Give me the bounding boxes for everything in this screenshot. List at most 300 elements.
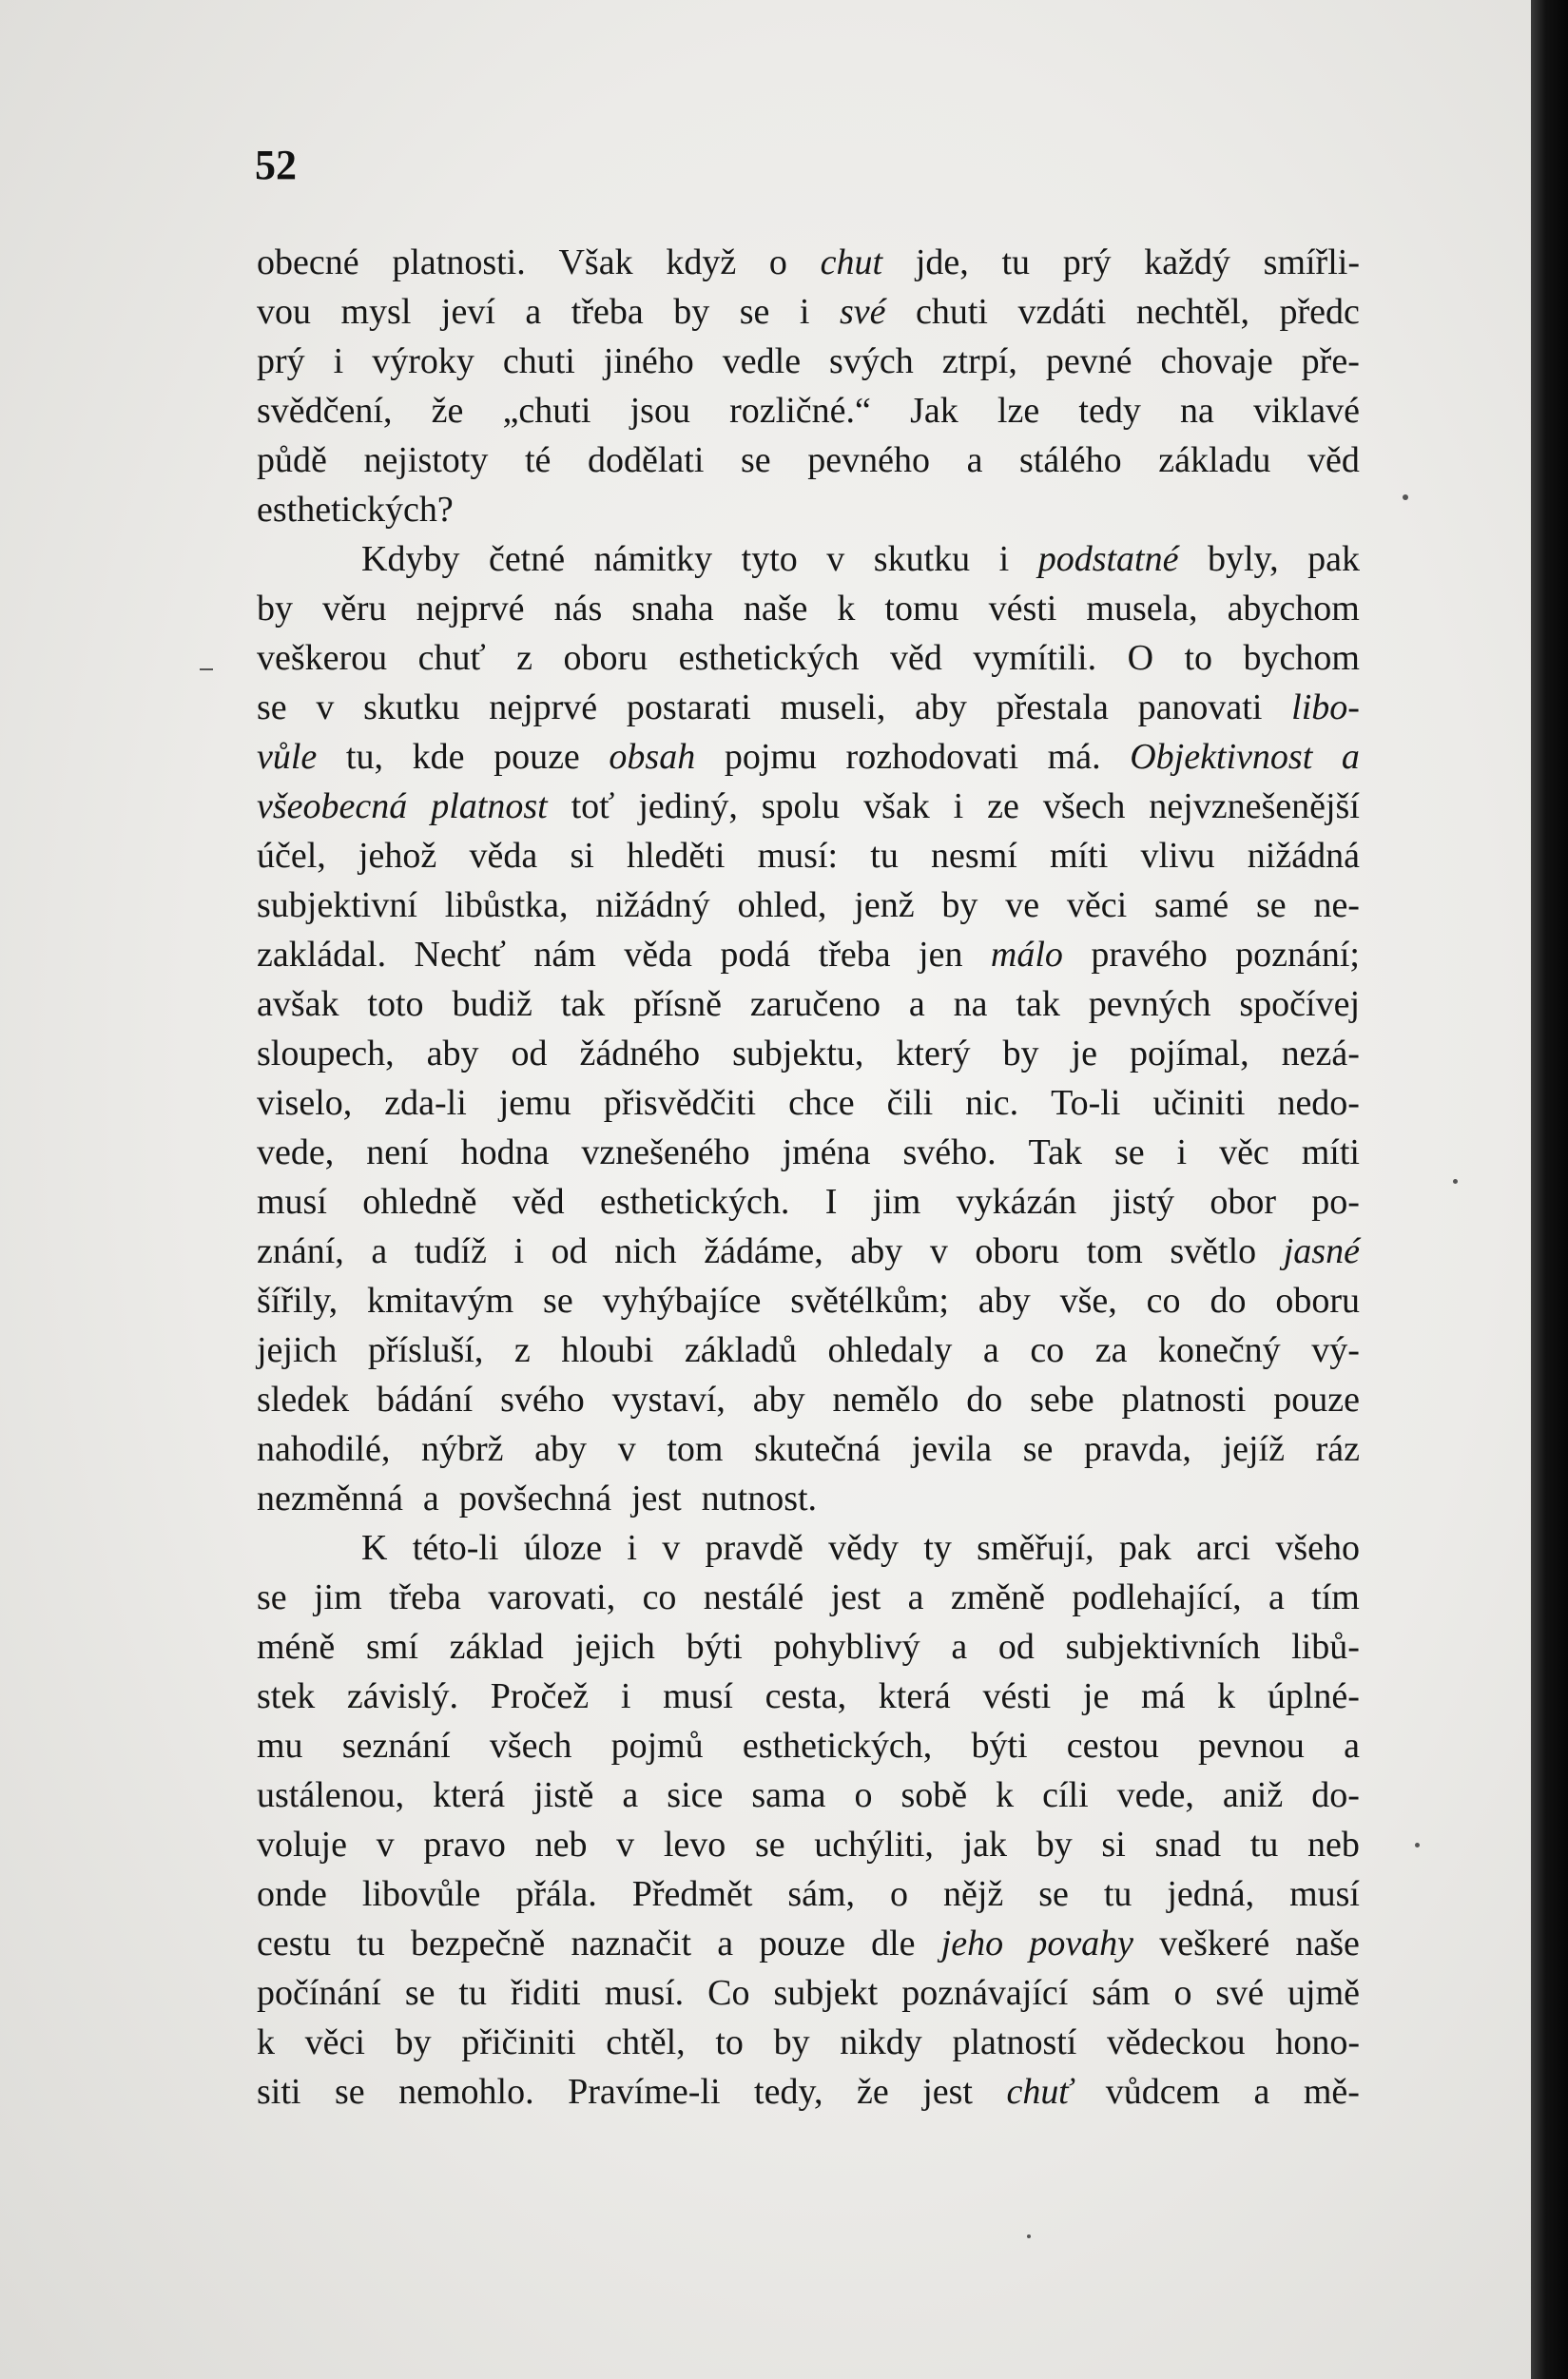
text-line	[257, 1770, 1360, 1820]
text-line	[257, 979, 1360, 1029]
word: lze	[997, 391, 1040, 431]
word: zda-li	[384, 1083, 467, 1123]
word: pohyblivý	[773, 1627, 920, 1667]
word: spočívej	[1239, 984, 1360, 1024]
word: šířily,	[257, 1281, 339, 1321]
word: se	[1022, 1429, 1054, 1469]
word: sám,	[787, 1874, 856, 1914]
word: základu	[1158, 440, 1271, 480]
word: tak	[1016, 984, 1060, 1024]
text-line	[257, 337, 1360, 386]
word: tedy,	[754, 2072, 823, 2112]
word: třeba	[571, 292, 644, 332]
word: tu	[1001, 242, 1031, 282]
word: jest	[922, 2072, 973, 2112]
word: jim	[872, 1182, 921, 1222]
word: tu,	[345, 737, 383, 777]
word: i	[1176, 1132, 1188, 1172]
word: tudíž	[414, 1231, 487, 1271]
word: rozhodovati	[845, 737, 1019, 777]
word: jediný,	[638, 786, 738, 826]
word: sama	[751, 1775, 826, 1815]
word: bádání	[376, 1380, 474, 1420]
word: k	[837, 589, 856, 629]
word: snad	[1154, 1825, 1222, 1865]
word: žádného	[579, 1034, 701, 1073]
word: do	[966, 1380, 1003, 1420]
word: abychom	[1227, 589, 1360, 629]
word: platností	[952, 2022, 1077, 2062]
word: a	[1253, 2072, 1270, 2112]
word: každý	[1144, 242, 1230, 282]
text-line	[257, 1721, 1360, 1770]
word: své	[1215, 1973, 1265, 2013]
word: vše,	[1059, 1281, 1117, 1321]
word: jejich	[257, 1330, 338, 1370]
word: věda	[469, 836, 538, 876]
word: To-li	[1051, 1083, 1121, 1123]
text-line	[257, 1128, 1360, 1177]
word: z	[513, 1330, 531, 1370]
word: a	[907, 1577, 924, 1617]
word: aby	[915, 687, 967, 727]
word: o	[1173, 1973, 1192, 2013]
word: nejistoty	[363, 440, 489, 480]
word: tu	[870, 836, 899, 876]
word: subjektu,	[732, 1034, 864, 1073]
word: jedná,	[1167, 1874, 1255, 1914]
word: panovati	[1137, 687, 1263, 727]
word: nich	[614, 1231, 677, 1271]
word: ohled,	[737, 885, 827, 925]
word: která	[433, 1775, 506, 1815]
word: aniž	[1222, 1775, 1284, 1815]
word: i	[953, 786, 964, 826]
word: jeví	[440, 292, 495, 332]
word: zaručeno	[749, 984, 881, 1024]
word: vý-	[1311, 1330, 1360, 1370]
word: stálého	[1019, 440, 1122, 480]
text-line	[257, 880, 1360, 930]
word: poznávající	[901, 1973, 1069, 2013]
word: se	[257, 1577, 287, 1617]
word: věci	[1066, 885, 1128, 925]
word: O	[1127, 638, 1154, 678]
word: se	[1255, 885, 1287, 925]
word: ráz	[1315, 1429, 1360, 1469]
word: v	[662, 1528, 681, 1568]
text-line	[257, 435, 1360, 485]
word: méně	[257, 1627, 336, 1667]
word: ztrpí,	[941, 341, 1017, 381]
text-line	[257, 386, 1360, 435]
word: nižádný	[595, 885, 710, 925]
text-line	[257, 1968, 1360, 2018]
text-line	[257, 534, 1360, 584]
word: od	[511, 1034, 548, 1073]
word: avšak	[257, 984, 339, 1024]
word: tu	[458, 1973, 487, 2013]
word: nestálé	[703, 1577, 804, 1617]
word: na	[953, 984, 988, 1024]
word: esthetických?	[257, 490, 454, 530]
word: v	[616, 1825, 635, 1865]
word: od	[551, 1231, 588, 1271]
text-line	[257, 2018, 1360, 2067]
word: „chuti	[502, 391, 591, 431]
word: o	[768, 242, 787, 282]
italic-word: podstatné	[1037, 539, 1179, 579]
word: k	[996, 1775, 1015, 1815]
text-line	[257, 1078, 1360, 1128]
word: kde	[412, 737, 465, 777]
word: tak	[560, 984, 606, 1024]
word: jevila	[911, 1429, 993, 1469]
italic-word: chut	[820, 242, 883, 282]
word: jiného	[603, 341, 694, 381]
word: si	[570, 836, 594, 876]
word: vykázán	[956, 1182, 1077, 1222]
word: nahodilé,	[257, 1429, 391, 1469]
word: žádáme,	[704, 1231, 823, 1271]
word: aby	[534, 1429, 588, 1469]
word: vésti	[982, 1676, 1052, 1716]
word: se	[739, 292, 770, 332]
word: jemu	[498, 1083, 571, 1123]
word: a	[422, 1479, 439, 1518]
word: zakládal.	[257, 935, 387, 975]
word: aby	[752, 1380, 805, 1420]
word: této-li	[412, 1528, 499, 1568]
page-number: 52	[255, 142, 297, 188]
word: úloze	[523, 1528, 603, 1568]
text-line	[257, 1227, 1360, 1276]
word: jde,	[915, 242, 969, 282]
word: samé	[1154, 885, 1229, 925]
word: býti	[686, 1627, 743, 1667]
italic-word: libo-	[1291, 687, 1360, 727]
word: věc	[1219, 1132, 1269, 1172]
text-line	[257, 1573, 1360, 1622]
ink-speck	[1403, 494, 1408, 500]
word: musí	[257, 1182, 327, 1222]
word: tom	[1086, 1231, 1143, 1271]
text-line	[257, 1424, 1360, 1474]
word: ujmě	[1287, 1973, 1360, 2013]
word: nejvznešenější	[1149, 786, 1360, 826]
text-line	[257, 1523, 1360, 1573]
text-line	[257, 1869, 1360, 1919]
word: varovati,	[488, 1577, 616, 1617]
word: přála.	[515, 1874, 597, 1914]
word: sám	[1092, 1973, 1151, 2013]
word: hono-	[1275, 2022, 1360, 2062]
word: pevného	[807, 440, 930, 480]
word: že	[431, 391, 464, 431]
word: esthetických,	[742, 1726, 933, 1766]
word: se	[1038, 1874, 1069, 1914]
word: hodna	[460, 1132, 550, 1172]
word: obor	[1210, 1182, 1276, 1222]
word: by	[941, 885, 978, 925]
word: I	[824, 1182, 838, 1222]
word: vede,	[1116, 1775, 1194, 1815]
word: nižádná	[1247, 836, 1360, 876]
text-line	[257, 1029, 1360, 1078]
word: si	[1101, 1825, 1126, 1865]
word: nejprvé	[489, 687, 598, 727]
word: ohledně	[362, 1182, 477, 1222]
word: i	[998, 539, 1010, 579]
word: vede,	[257, 1132, 335, 1172]
word: účel,	[257, 836, 326, 876]
word: jistý	[1112, 1182, 1175, 1222]
word: levo	[663, 1825, 726, 1865]
word: je	[1082, 1676, 1110, 1716]
word: v	[826, 539, 845, 579]
text-line	[257, 1325, 1360, 1375]
word: vědy	[828, 1528, 900, 1568]
italic-word: platnost	[431, 786, 548, 826]
word: čili	[886, 1083, 934, 1123]
word: se	[754, 1825, 785, 1865]
word: to	[715, 2022, 744, 2062]
word: nikdy	[840, 2022, 922, 2062]
word: prý	[257, 341, 305, 381]
word: nic.	[965, 1083, 1019, 1123]
word: chuť	[417, 638, 486, 678]
italic-word: všeobecná	[257, 786, 408, 826]
word: jejíž	[1222, 1429, 1285, 1469]
text-line	[257, 1177, 1360, 1227]
word: má	[1141, 1676, 1186, 1716]
word: a	[951, 1627, 968, 1667]
word: i	[627, 1528, 637, 1568]
italic-word: vůle	[257, 737, 318, 777]
word: i	[513, 1231, 524, 1271]
word: všech	[489, 1726, 572, 1766]
word: přísluší,	[367, 1330, 484, 1370]
word: v	[617, 1429, 636, 1469]
word: věda	[624, 935, 692, 975]
word: a	[1344, 1726, 1360, 1766]
word: ustálenou,	[257, 1775, 405, 1815]
word: a	[525, 292, 542, 332]
word: naše	[1295, 1924, 1360, 1963]
word: základů	[684, 1330, 798, 1370]
word: pře-	[1301, 341, 1360, 381]
word: hloubi	[561, 1330, 654, 1370]
word: mě-	[1303, 2072, 1360, 2112]
word: siti	[257, 2072, 301, 2112]
word: by	[673, 292, 710, 332]
word: veškeré	[1159, 1924, 1270, 1963]
word: se	[740, 440, 771, 480]
word: a	[966, 440, 983, 480]
word: pojmu	[724, 737, 817, 777]
word: jest	[630, 1479, 682, 1518]
word: který	[896, 1034, 971, 1073]
word: tu	[1103, 1874, 1132, 1914]
word: jistě	[533, 1775, 594, 1815]
italic-word: málo	[990, 935, 1063, 975]
word: směřují,	[977, 1528, 1094, 1568]
word: skutku	[363, 687, 460, 727]
word: viselo,	[257, 1083, 353, 1123]
word: aby	[850, 1231, 903, 1271]
word: Nechť	[414, 935, 506, 975]
word: toto	[367, 984, 424, 1024]
text-line	[257, 1672, 1360, 1721]
word: pak	[1118, 1528, 1171, 1568]
word: svého.	[902, 1132, 997, 1172]
word: věd	[1307, 440, 1360, 480]
word: tedy	[1078, 391, 1141, 431]
word: pevné	[1045, 341, 1132, 381]
word: jim	[313, 1577, 362, 1617]
word: seznání	[341, 1726, 451, 1766]
word: poznání;	[1235, 935, 1360, 975]
word: věci	[304, 2022, 365, 2062]
word: platnosti	[1121, 1380, 1247, 1420]
word: v	[929, 1231, 948, 1271]
word: co	[1146, 1281, 1181, 1321]
word: neb	[534, 1825, 588, 1865]
word: jenž	[854, 885, 915, 925]
word: k	[1217, 1676, 1236, 1716]
italic-word: jasné	[1283, 1231, 1360, 1271]
word: nýbrž	[421, 1429, 504, 1469]
word: musí:	[757, 836, 839, 876]
word: bezpečně	[410, 1924, 546, 1963]
word: podá	[720, 935, 791, 975]
word: nezá-	[1281, 1034, 1360, 1073]
word: do	[1210, 1281, 1247, 1321]
word: konečný	[1157, 1330, 1281, 1370]
word: musí.	[604, 1973, 685, 2013]
word: se	[257, 687, 287, 727]
word: by	[257, 589, 293, 629]
word: světlo	[1170, 1231, 1257, 1271]
text-line	[257, 1474, 1360, 1523]
word: nemělo	[832, 1380, 939, 1420]
word: té	[524, 440, 552, 480]
word: z	[516, 638, 533, 678]
text-line	[257, 1622, 1360, 1672]
text-line	[257, 1820, 1360, 1869]
text-line	[257, 485, 1360, 534]
word: za	[1094, 1330, 1128, 1370]
word: nutnost.	[701, 1479, 818, 1518]
word: a	[908, 984, 925, 1024]
word: tyto	[741, 539, 798, 579]
word: snaha	[631, 589, 714, 629]
text-line	[257, 2067, 1360, 2117]
word: mysl	[340, 292, 412, 332]
word: vou	[257, 292, 311, 332]
word: jen	[919, 935, 963, 975]
word: platnosti.	[392, 242, 526, 282]
word: naznačit	[571, 1924, 692, 1963]
word: neb	[1307, 1825, 1360, 1865]
word: byly,	[1207, 539, 1279, 579]
word: i	[620, 1676, 631, 1716]
word: ze	[987, 786, 1019, 826]
word: ne-	[1313, 885, 1360, 925]
word: všeho	[1275, 1528, 1360, 1568]
word: subjektivní	[257, 885, 417, 925]
word: přísně	[633, 984, 722, 1024]
word: půdě	[257, 440, 327, 480]
word: postarati	[626, 687, 751, 727]
word: jejich	[574, 1627, 655, 1667]
page-edge-shadow	[1531, 0, 1568, 2379]
word: přisvědčiti	[603, 1083, 757, 1123]
word: pojmů	[610, 1726, 704, 1766]
ink-speck	[1027, 2234, 1031, 2238]
ink-speck	[1415, 1843, 1420, 1847]
word: co	[642, 1577, 677, 1617]
word: základ	[449, 1627, 544, 1667]
word: musí	[1289, 1874, 1360, 1914]
word: stek	[257, 1676, 316, 1716]
italic-word: své	[839, 292, 886, 332]
word: má.	[1047, 737, 1101, 777]
word: třeba	[818, 935, 891, 975]
text-line	[257, 287, 1360, 337]
word: býti	[971, 1726, 1028, 1766]
word: nějž	[942, 1874, 1004, 1914]
word: ty	[923, 1528, 952, 1568]
word: nemohlo.	[398, 2072, 534, 2112]
word: a	[371, 1231, 388, 1271]
text-line	[257, 831, 1360, 880]
text-line	[257, 238, 1360, 287]
word: by	[1036, 1825, 1073, 1865]
word: a	[1268, 1577, 1285, 1617]
word: naše	[743, 589, 808, 629]
word: i	[799, 292, 810, 332]
word: viklavé	[1253, 391, 1360, 431]
word: vymítili.	[973, 638, 1097, 678]
word: vésti	[988, 589, 1057, 629]
word: tu	[1249, 1825, 1279, 1865]
word: změně	[950, 1577, 1046, 1617]
word: libovůle	[361, 1874, 481, 1914]
word: skutečná	[754, 1429, 881, 1469]
word: bychom	[1243, 638, 1360, 678]
word: se	[404, 1973, 436, 2013]
word: Co	[707, 1973, 750, 2013]
word: nechtěl,	[1135, 292, 1250, 332]
word: chuti	[502, 341, 575, 381]
text-line	[257, 1919, 1360, 1968]
word: Předmět	[631, 1874, 753, 1914]
word: pravého	[1091, 935, 1208, 975]
word: v	[376, 1825, 395, 1865]
text-line	[257, 930, 1360, 979]
word: znání,	[257, 1231, 344, 1271]
word: cestu	[257, 1924, 332, 1963]
word: od	[997, 1627, 1035, 1667]
word: když	[666, 242, 737, 282]
word: je	[1071, 1034, 1097, 1073]
word: nám	[533, 935, 596, 975]
word: vůdcem	[1105, 2072, 1220, 2112]
word: esthetických	[678, 638, 860, 678]
word: míti	[1301, 1132, 1360, 1172]
word: světélkům;	[790, 1281, 949, 1321]
